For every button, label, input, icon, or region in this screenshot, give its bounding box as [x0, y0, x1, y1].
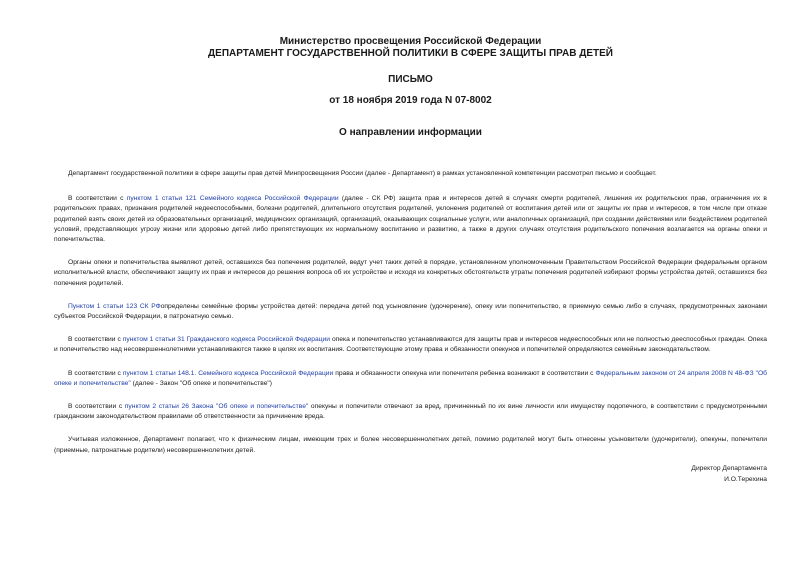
signature-block	[691, 464, 767, 485]
p5-text-after: опека и попечительство устанавливаются для защиты прав и интересов недееспособных или не полностью дееспособных граждан. Опека и попечительство над несовершеннолетними устанавливаются также в целях их воспитания. Соответствующие этому права и обязанности опекунов и попечителей определяются семейным законодательством.	[54, 336, 768, 354]
signature-position: Директор Департамента	[691, 465, 767, 472]
link-family-code-123[interactable]: Пунктом 1 статьи 123 СК РФ	[68, 302, 161, 310]
p2-text-before: В соответствии с	[68, 195, 127, 203]
document-body	[54, 169, 767, 456]
link-guardianship-law-26[interactable]: пунктом 2 статьи 26 Закона "Об опеке и попечительстве"	[124, 403, 309, 411]
link-family-code-121[interactable]: пунктом 1 статьи 121 Семейного кодекса Российской Федерации	[126, 195, 339, 203]
paragraph-3: Органы опеки и попечительства выявляют детей, оставшихся без попечения родителей, ведут учет таких детей в порядке, установленном уполномоченным Правительством Российской Федерации федеральным органом исполнительной власти, обеспечивают защиту их прав и интересов до решения вопроса об их устройстве и исходя из конкретных обстоятельств утраты попечения родителей избирают формы устройства детей, оставшихся без попечения родителей.	[54, 259, 767, 287]
paragraph-2	[54, 194, 767, 245]
paragraph-8: Учитывая изложенное, Департамент полагает, что к физическим лицам, имеющим трех и более несовершеннолетних детей, помимо родителей могут быть отнесены усыновители (удочерители), опекуны, попечители (приемные, патронатные родители) несовершеннолетних детей.	[54, 436, 767, 454]
document-subject: О направлении информации	[339, 127, 482, 138]
p6-text-after: (далее - Закон "Об опеке и попечительстве")	[130, 379, 273, 387]
link-federal-law-48-fz[interactable]: Федеральным законом от 24 апреля 2008 N 48-ФЗ "Об опеке и попечительстве"	[54, 369, 767, 387]
paragraph-7	[54, 402, 767, 422]
p6-text-before: В соответствии с	[68, 369, 123, 377]
signature-name: И.О.Терехина	[724, 475, 767, 483]
p5-text-before: В соответствии с	[68, 336, 123, 344]
paragraph-6	[54, 369, 767, 389]
p2-text-after: (далее - СК РФ) защита прав и интересов детей в случаях смерти родителей, лишения их родительских прав, ограничения их в родительских правах, признания родителей недееспособными, болезни родителей, длительного отсутствия родителей, уклонения родителей от воспитания детей или от защиты их прав и интересов, в том числе при отказе родителей взять своих детей из образовательных организаций, медицинских организаций, организаций, оказывающих социальные услуги, или аналогичных организаций, при создании действиями или бездействием родителей условий, представляющих угрозу жизни или здоровью детей либо препятствующих их нормальному воспитанию и развитию, а также в других случаях отсутствия родительского попечения возлагается на органы опеки и попечительства.	[54, 195, 767, 244]
paragraph-5	[54, 335, 767, 355]
link-family-code-148-1[interactable]: пунктом 1 статьи 148.1. Семейного кодекса Российской Федерации	[122, 369, 334, 377]
link-civil-code-31[interactable]: пунктом 1 статьи 31 Гражданского кодекса Российской Федерации	[122, 336, 331, 344]
paragraph-4	[54, 302, 767, 322]
p7-text-before: В соответствии с	[68, 403, 125, 411]
document-type: ПИСЬМО	[388, 74, 433, 85]
paragraph-1: Департамент государственной политики в сфере защиты прав детей Минпросвещения России (далее - Департамент) в рамках установленной компетенции рассмотрел письмо и сообщает.	[68, 170, 657, 177]
p7-text-after: опекуны и попечители отвечают за вред, причиненный по их вине личности или имуществу подопечного, в соответствии с предусмотренными гражданским законодательством правилами об ответственности за причинение вреда.	[54, 403, 768, 421]
p4-text-after: определены семейные формы устройства детей: передача детей под усыновление (удочерение), опеку или попечительство, в приемную семью либо в случаях, предусмотренных законами субъектов Российской Федерации, в патронатную семью.	[54, 302, 767, 321]
p6-text-mid: права и обязанности опекуна или попечителя ребенка возникают в соответствии с	[333, 369, 596, 377]
document-date-number: от 18 ноября 2019 года N 07-8002	[329, 95, 492, 106]
ministry-title: Министерство просвещения Российской Федерации	[279, 36, 542, 47]
department-title: ДЕПАРТАМЕНТ ГОСУДАРСТВЕННОЙ ПОЛИТИКИ В СФЕРЕ ЗАЩИТЫ ПРАВ ДЕТЕЙ	[208, 48, 613, 59]
